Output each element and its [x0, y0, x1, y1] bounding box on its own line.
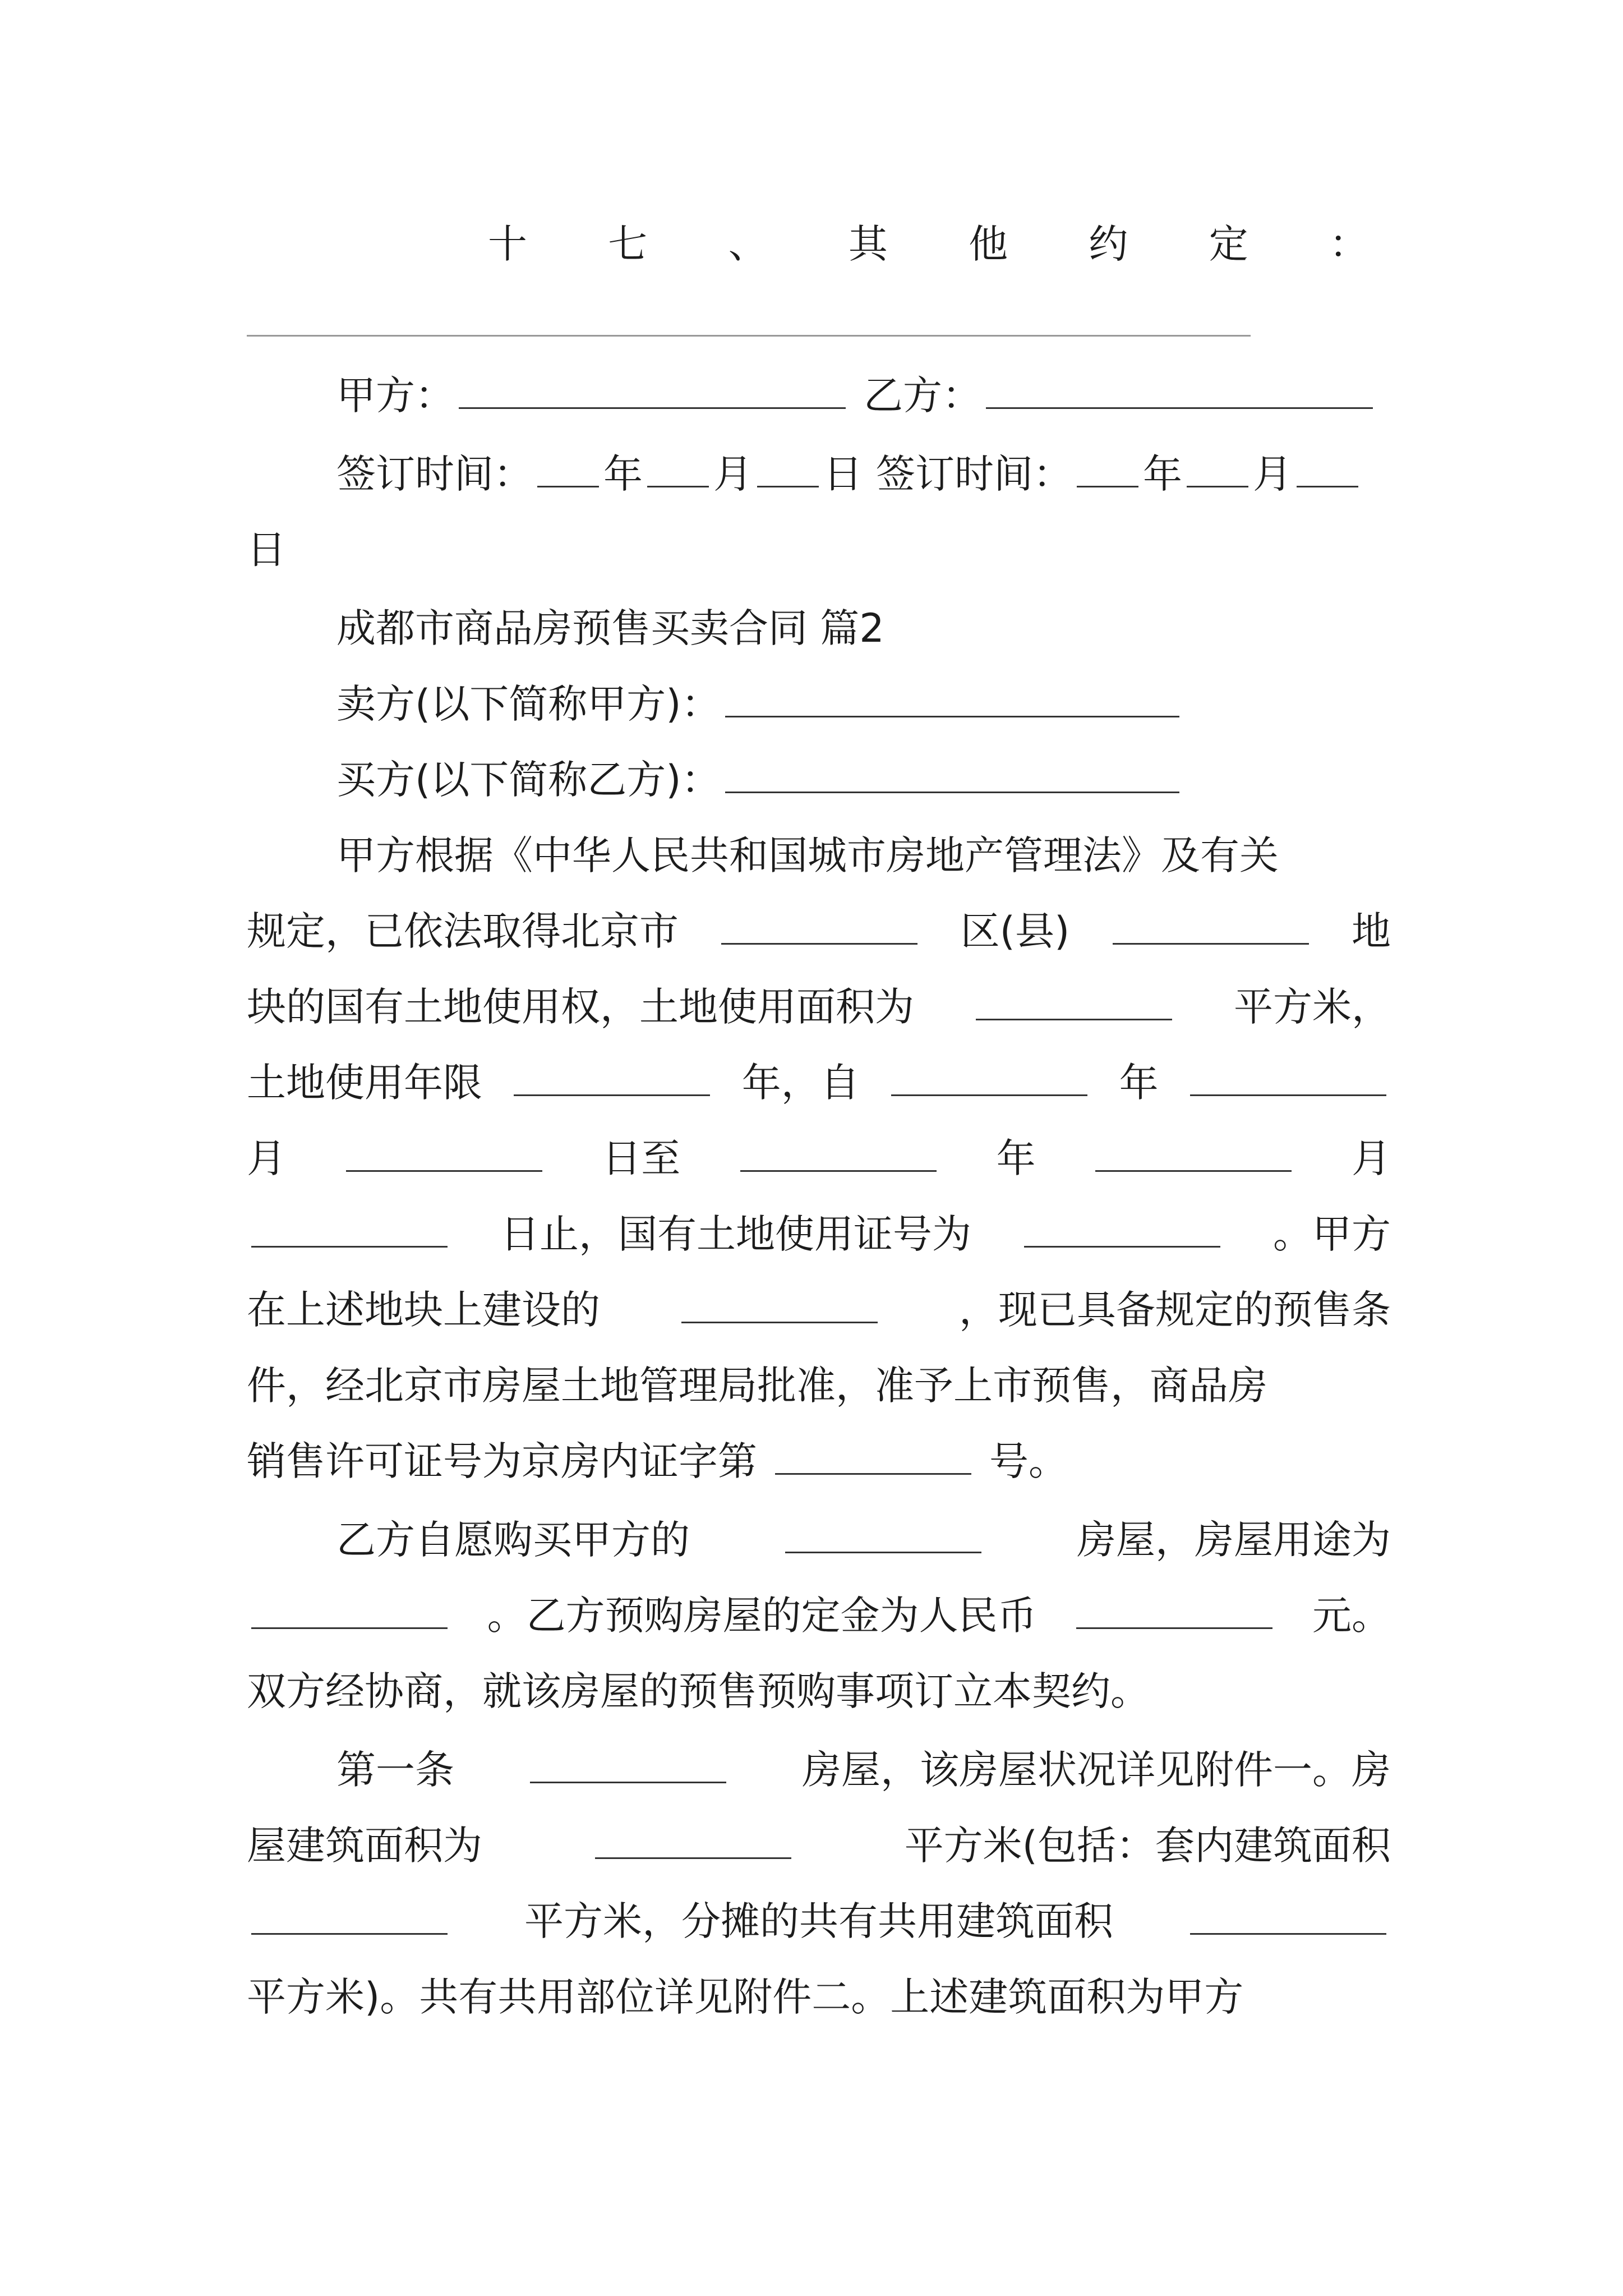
fill-in-rule [247, 335, 1251, 337]
art1-text: 平方米，分摊的共有共用建筑面积 [524, 1898, 1113, 1944]
usage-blank[interactable] [251, 1605, 448, 1629]
sign-time-label-a: 签订时间： [336, 451, 533, 497]
land-area-blank[interactable] [976, 996, 1172, 1020]
party-a-blank[interactable] [459, 385, 846, 409]
deposit-blank[interactable] [1076, 1605, 1272, 1629]
p1-text: 月 [1351, 1135, 1391, 1181]
title-char: 、 [728, 221, 768, 267]
section-title [488, 210, 1368, 278]
year-label: 年 [603, 451, 643, 497]
p1-text: 日至 [602, 1135, 681, 1181]
p2-text: 房屋，房屋用途为 [1077, 1517, 1391, 1563]
art1-line [247, 1812, 1391, 1879]
day-label: 日 [823, 451, 863, 497]
county-blank[interactable] [1113, 921, 1309, 945]
buyer-blank[interactable] [725, 769, 1179, 793]
month-label: 月 [1253, 451, 1292, 497]
month-label: 月 [713, 451, 753, 497]
p1-text: 月 [247, 1135, 286, 1181]
p1-text: 。甲方 [1273, 1211, 1391, 1257]
title-char: 七 [608, 221, 648, 267]
art1-line [247, 1963, 1391, 2031]
p1-line [247, 973, 1391, 1041]
contract-title [336, 595, 1391, 662]
art1-text: 第一条 [336, 1747, 454, 1793]
p2-line [247, 1582, 1391, 1649]
art1-text: 房屋，该房屋状况详见附件一。房 [802, 1747, 1391, 1793]
p1-text: 平方米， [1234, 984, 1391, 1030]
district-blank[interactable] [721, 921, 917, 945]
p1-line [336, 822, 1391, 889]
p1-text: 地 [1352, 908, 1391, 954]
party-b-blank[interactable] [986, 385, 1373, 409]
p1-line [247, 1200, 1391, 1268]
land-cert-blank[interactable] [1024, 1223, 1220, 1248]
year-blank[interactable] [1077, 463, 1138, 487]
year-blank[interactable] [537, 463, 599, 487]
art1-text: 平方米)。共有共用部位详见附件二。上述建筑面积为甲方 [247, 1974, 1244, 2020]
p2-text: 元。 [1312, 1593, 1391, 1639]
party-a-label: 甲方： [336, 372, 454, 418]
p1-line [247, 1049, 1391, 1116]
contract-title-text: 成都市商品房预售买卖合同 篇2 [336, 605, 884, 651]
end-year-blank[interactable] [740, 1148, 937, 1172]
seller-label: 卖方(以下简称甲方)： [336, 681, 721, 727]
p1-text: 甲方根据《中华人民共和国城市房地产管理法》及有关 [336, 832, 1279, 878]
title-char: 约 [1089, 221, 1128, 267]
p1-line [247, 1428, 1391, 1495]
sign-time-wrap [247, 516, 1391, 583]
p1-text: 土地使用年限 [247, 1060, 482, 1106]
end-month-blank[interactable] [1095, 1148, 1292, 1172]
p1-text: 号。 [989, 1438, 1068, 1484]
p2-text: 乙方自愿购买甲方的 [336, 1517, 690, 1563]
buyer-line [336, 746, 1391, 813]
month-blank[interactable] [1187, 463, 1248, 487]
party-line [336, 362, 1391, 429]
p1-text: 区(县) [960, 908, 1070, 954]
buyer-label: 买方(以下简称乙方)： [336, 757, 721, 803]
title-char: 十 [488, 221, 527, 267]
end-day-blank[interactable] [251, 1223, 448, 1248]
seller-line [336, 670, 1391, 738]
start-day-blank[interactable] [346, 1148, 542, 1172]
p1-text: 件，经北京市房屋土地管理局批准，准予上市预售，商品房 [247, 1363, 1267, 1409]
seller-blank[interactable] [725, 693, 1179, 717]
p1-text: 规定，已依法取得北京市 [247, 908, 679, 954]
p1-text: 销售许可证号为京房内证字第 [247, 1438, 757, 1484]
house-name-blank[interactable] [530, 1759, 726, 1783]
p1-line [247, 1352, 1391, 1419]
day-blank[interactable] [757, 463, 819, 487]
art1-line [336, 1736, 1391, 1803]
p2-text: 。乙方预购房屋的定金为人民币 [487, 1593, 1037, 1639]
p1-line [247, 1276, 1391, 1343]
p1-text: 块的国有土地使用权，土地使用面积为 [247, 984, 914, 1030]
party-b-label: 乙方： [864, 372, 981, 418]
p1-line [247, 1125, 1391, 1192]
p1-text: ，现已具备规定的预售条 [959, 1287, 1391, 1333]
p1-text: 在上述地块上建设的 [247, 1287, 600, 1333]
title-char: 他 [969, 221, 1008, 267]
start-month-blank[interactable] [1190, 1072, 1386, 1096]
p1-text: 年，自 [741, 1060, 860, 1106]
sign-time-label-b: 签订时间： [876, 451, 1072, 497]
p1-text: 年 [1119, 1060, 1159, 1106]
art1-text: 屋建筑面积为 [247, 1823, 482, 1869]
inner-area-blank[interactable] [251, 1911, 448, 1935]
term-blank[interactable] [514, 1072, 710, 1096]
art1-line [247, 1888, 1391, 1955]
year-label: 年 [1143, 451, 1182, 497]
project-blank[interactable] [681, 1299, 878, 1323]
p2-line [247, 1658, 1391, 1725]
start-year-blank[interactable] [891, 1072, 1087, 1096]
license-blank[interactable] [775, 1451, 971, 1475]
p2-text: 双方经协商，就该房屋的预售预购事项订立本契约。 [247, 1668, 1150, 1714]
day-label: 日 [247, 527, 286, 573]
title-char: ： [1329, 221, 1368, 267]
p1-text: 日止，国有土地使用证号为 [500, 1211, 971, 1257]
day-blank[interactable] [1297, 463, 1358, 487]
sign-time-line [336, 440, 1391, 508]
title-char: 其 [848, 221, 888, 267]
shared-area-blank[interactable] [1190, 1911, 1386, 1935]
p1-text: 年 [996, 1135, 1036, 1181]
build-area-blank[interactable] [595, 1835, 791, 1859]
title-char: 定 [1209, 221, 1248, 267]
art1-text: 平方米(包括：套内建筑面积 [904, 1823, 1391, 1869]
p2-line [336, 1506, 1391, 1573]
month-blank[interactable] [647, 463, 709, 487]
p1-line [247, 898, 1391, 965]
house-blank[interactable] [785, 1529, 981, 1553]
